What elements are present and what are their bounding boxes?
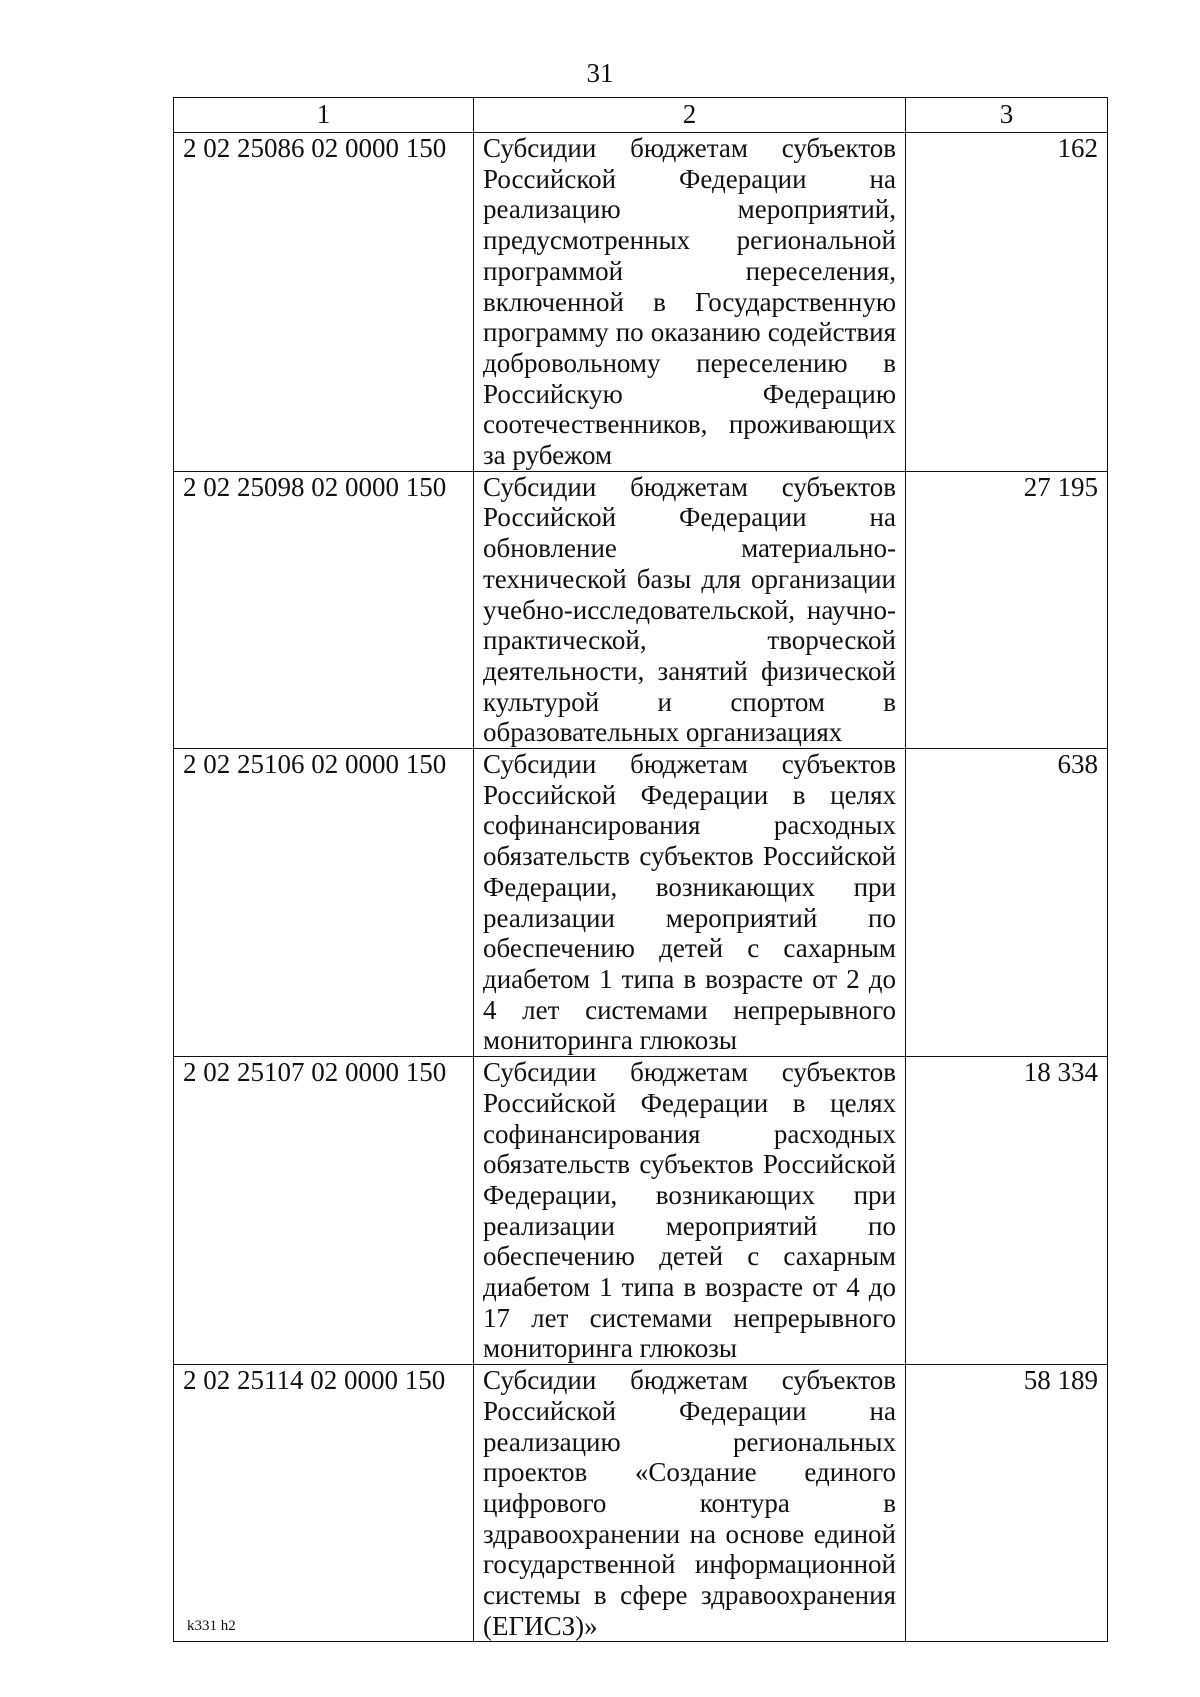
page-number: 31 xyxy=(586,58,614,88)
row-description-text: Субсидии бюджетам субъектов Российской Федерации в целях софинансирования расходных обязательств субъектов Российской Федерации, возникающих при реализации мероприятий по обеспечению детей с сахарным диабетом 1 типа в возрасте от 4 до 17 лет системами непрерывного мониторинга глюкозы xyxy=(483,1057,896,1364)
row-code: 2 02 25106 02 0000 150 xyxy=(174,749,474,1057)
table-header-row xyxy=(174,98,1108,133)
column-header-code: 1 xyxy=(174,98,474,133)
row-description xyxy=(474,471,906,748)
row-description-text: Субсидии бюджетам субъектов Российской Федерации на реализацию региональных проектов «Создание единого цифрового контура в здравоохранении на основе единой государственной информационной системы в сфере здравоохранения (ЕГИСЗ)» xyxy=(483,1365,896,1641)
row-code: 2 02 25114 02 0000 150 xyxy=(174,1365,474,1642)
row-amount: 638 xyxy=(906,749,1108,1057)
row-description xyxy=(474,749,906,1057)
row-code: 2 02 25098 02 0000 150 xyxy=(174,471,474,748)
table-row xyxy=(174,749,1108,1057)
budget-table xyxy=(173,97,1108,1642)
column-header-description: 2 xyxy=(474,98,906,133)
row-description-text: Субсидии бюджетам субъектов Российской Федерации на обновление материально-технической базы для организации учебно-исследовательской, научно-практической, творческой деятельности, занятий физической культурой и спортом в образовательных организациях xyxy=(483,471,896,748)
footer-document-code: k331 h2 xyxy=(187,1618,236,1634)
row-description xyxy=(474,1365,906,1642)
row-amount: 18 334 xyxy=(906,1057,1108,1365)
row-description xyxy=(474,1057,906,1365)
row-amount: 162 xyxy=(906,133,1108,472)
row-description-text: Субсидии бюджетам субъектов Российской Федерации на реализацию мероприятий, предусмотренных региональной программой переселения, включенной в Государственную программу по оказанию содействия добровольному переселению в Российскую Федерацию соотечественников, проживающих за рубежом xyxy=(483,133,896,471)
row-amount: 58 189 xyxy=(906,1365,1108,1642)
column-header-amount: 3 xyxy=(906,98,1108,133)
row-description xyxy=(474,133,906,472)
row-description-text: Субсидии бюджетам субъектов Российской Федерации в целях софинансирования расходных обязательств субъектов Российской Федерации, возникающих при реализации мероприятий по обеспечению детей с сахарным диабетом 1 типа в возрасте от 2 до 4 лет системами непрерывного мониторинга глюкозы xyxy=(483,749,896,1056)
row-amount: 27 195 xyxy=(906,471,1108,748)
row-code: 2 02 25086 02 0000 150 xyxy=(174,133,474,472)
table-row xyxy=(174,471,1108,748)
table-row xyxy=(174,133,1108,472)
table-row xyxy=(174,1057,1108,1365)
table-row xyxy=(174,1365,1108,1642)
row-code: 2 02 25107 02 0000 150 xyxy=(174,1057,474,1365)
